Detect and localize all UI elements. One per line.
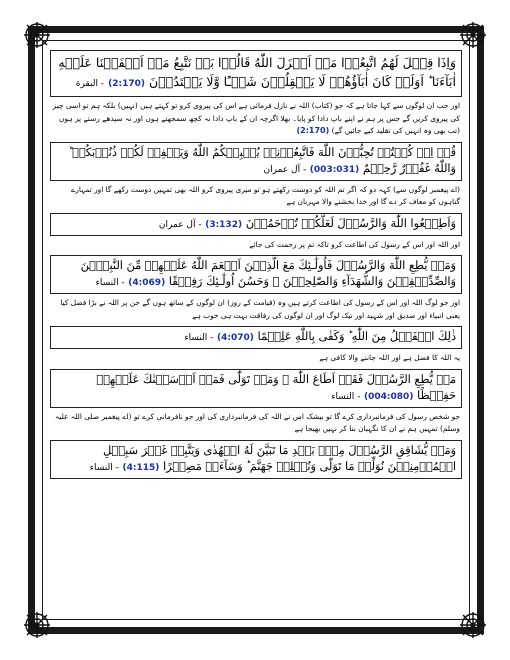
verse-box <box>50 326 462 349</box>
verse-translation: اور جو لوگ اللہ اور اس کے رسول کی اطاعت کرتے ہیں وہ (قیامت کے روز) ان لوگوں کے ساتھ ہوں گے جن پر اللہ نے بڑا فضل کیا یعنی انبیاء اور صدیق اور شہید اور نیک لوگ اور ان لوگوں کی رفاقت بہت ہی خوب ہے <box>60 298 460 320</box>
verse-translation: جو شخص رسول کی فرمانبرداری کرے گا تو بیشک اس نے اللہ کی فرمانبرداری کی اور جو نافرمانی کرے تو (اے پیغمبر صلی اللہ علیہ وسلم) تمہیں ہم نے ان کا نگہبان بنا کر نہیں بھیجا ہے <box>55 411 460 433</box>
verse-reference: (4:069) <box>128 278 166 288</box>
verse-translation: اور اللہ اور اس کے رسول کی اطاعت کرو تاکہ تم پر رحمت کی جائے <box>249 239 460 249</box>
verse-reference: (003:031) <box>309 164 360 175</box>
verse-reference: (2:170) <box>108 79 145 89</box>
verse-box <box>50 255 462 294</box>
sura-name: - آل عمران <box>263 164 307 175</box>
verse-box <box>50 369 462 408</box>
sura-name: - آل عمران <box>158 219 202 230</box>
verse-translation <box>52 100 460 138</box>
sura-name: - النساء <box>89 462 119 473</box>
verse-list <box>50 50 462 610</box>
verse-box <box>50 213 462 236</box>
verse-arabic-text: ذٰلِكَ الۡفَضۡلُ مِنَ اللّٰهِ ؕ وَكَفٰى بِاللّٰهِ عَلِیۡمًا <box>257 330 456 343</box>
verse-arabic-text: وَمَنۡ یُّشَاقِقِ الرَّسُوۡلَ مِنۡۢ بَعۡدِ مَا تَبَیَّنَ لَهُ الۡهُدٰى وَیَتَّبِعۡ غَیۡرَ سَبِیۡلِ الۡمُؤۡمِنِیۡنَ نُوَلِّهٖ مَا تَوَلّٰى وَنُصۡلِهٖ جَهَنَّمَ ؕ وَسَآءَتۡ مَصِیۡرًا <box>102 443 456 473</box>
verse-translation: یہ اللہ کا فضل ہے اور اللہ جاننے والا کافی ہے <box>319 353 460 362</box>
sura-name: - النساء <box>331 391 361 402</box>
verse-arabic-text: مَنۡ یُّطِعِ الرَّسُوۡلَ فَقَدۡ اَطَاعَ اللّٰهَ ۚ وَمَنۡ تَوَلّٰى فَمَاۤ اَرۡسَلۡنٰكَ عَلَیۡهِمۡ حَفِیۡظًا <box>96 372 456 402</box>
sura-name: - النساء <box>184 333 214 343</box>
verse-reference: (004:080) <box>364 391 414 402</box>
sura-name: - البقرة <box>75 79 105 89</box>
verse-arabic-text: وَمَنۡ یُّطِعِ اللّٰهَ وَالرَّسُوۡلَ فَاُولٰٓـئِكَ مَعَ الَّذِیۡنَ اَنۡعَمَ اللّٰهُ عَلَیۡهِمۡ مِّنَ النَّبِیّٖنَ وَالصِّدِّیۡقِیۡنَ وَالشُّهَدَآءِ وَالصّٰلِحِیۡنَ ۚ وَحَسُنَ اُولٰٓـئِكَ رَفِیۡقًا <box>80 259 456 288</box>
sura-name: - النساء <box>95 278 125 288</box>
verse-box <box>50 142 462 181</box>
verse-reference: (4:070) <box>217 333 254 343</box>
verse-arabic-text: وَاَطِیۡعُوا اللّٰهَ وَالرَّسُوۡلَ لَعَلَّكُمۡ تُرۡحَمُوۡنَ <box>245 216 456 230</box>
verse-box <box>50 50 462 97</box>
corner-ornament-icon <box>458 610 488 640</box>
corner-ornament-icon <box>22 610 52 640</box>
verse-reference: (4:115) <box>122 462 160 473</box>
verse-arabic-text: وَاِذَا قِیۡلَ لَهُمُ اتَّبِعُوۡا مَاۤ اَنۡزَلَ اللّٰهُ قَالُوۡا بَلۡ نَتَّبِعُ مَاۤ اَلۡفَیۡنَا عَلَیۡهِ اٰبَآءَنَا ؕ اَوَلَوۡ كَانَ اٰبَآؤُهُمۡ لَا یَعۡقِلُوۡنَ شَیۡـًٔا وَّلَا یَهۡتَدُوۡنَ <box>58 55 456 89</box>
verse-arabic-text: قُلۡ اِنۡ كُنۡتُمۡ تُحِبُّوۡنَ اللّٰهَ فَاتَّبِعُوۡنِیۡ یُحۡبِبۡكُمُ اللّٰهُ وَیَغۡفِرۡ لَكُمۡ ذُنُوۡبَكُمۡ ؕ وَاللّٰهُ غَفُوۡرٌ رَّحِیۡمٌ <box>68 145 456 175</box>
verse-box <box>50 440 462 479</box>
corner-ornament-icon <box>22 20 52 50</box>
corner-ornament-icon <box>458 20 488 50</box>
verse-translation: (اے پیغمبر لوگوں سے) کہہ دو کہ اگر تم اللہ کو دوست رکھتے ہو تو میری پیروی کرو اللہ بھی تمہیں دوست رکھے گا اور تمہارے گناہوں کو معاف کر دے گا اور خدا بخشنے والا مہربان ہے <box>70 184 460 206</box>
verse-reference: (3:132) <box>205 219 243 230</box>
translation-reference: (2:170) <box>296 126 330 135</box>
translation-text: اور جب ان لوگوں سے کہا جاتا ہے کہ جو (کتاب) اللہ نے نازل فرمائی ہے اس کی پیروی کرو تو کہتے ہیں (نہیں) بلکہ ہم تو اسی چیز کی پیروی کریں گے جس پر ہم نے اپنے باپ دادا کو پایا۔ بھلا اگرچہ ان کے باپ دادا نہ کچھ سمجھتے ہوں اور نہ سیدھے رستے پر ہوں (تب بھی وہ انہیں کی تقلید کیے جائیں گے) <box>52 101 460 135</box>
